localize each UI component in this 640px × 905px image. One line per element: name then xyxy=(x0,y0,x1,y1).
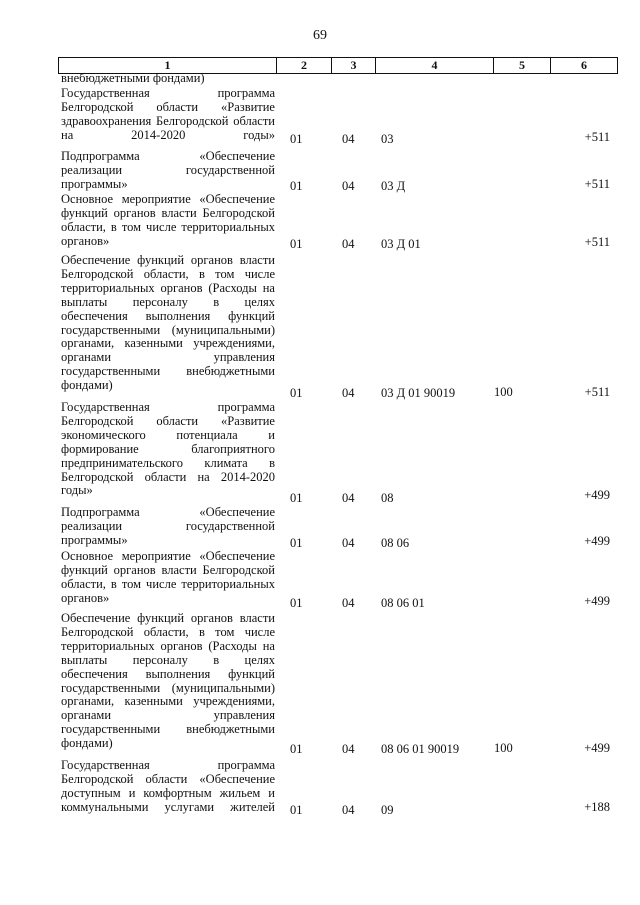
row-description: Основное мероприятие «Обеспечение функций органов власти Белгородской области, в том числе территориальных органов» xyxy=(61,549,275,605)
row-amount: +511 xyxy=(584,235,610,249)
row-amount: +511 xyxy=(584,130,610,144)
row-description: Обеспечение функций органов власти Белгородской области, в том числе территориальных органов (Расходы на выплаты персоналу в целях обеспечения выполнения функций государственными (муниципальными) органами, казенными учреждениями, органами управления государственными внебюджетными фондами) xyxy=(61,253,275,393)
row-description: Государственная программа Белгородской области «Обеспечение доступным и комфортным жильем и коммунальными услугами жителей xyxy=(61,758,275,814)
row-amount: +188 xyxy=(584,800,610,814)
row-section-code: 01 xyxy=(290,386,303,400)
row-description: Основное мероприятие «Обеспечение функций органов власти Белгородской области, в том числе территориальных органов» xyxy=(61,192,275,248)
row-expense-type: 100 xyxy=(494,385,513,399)
row-subsection-code: 04 xyxy=(342,179,355,193)
header-col-2: 2 xyxy=(277,58,332,73)
row-description: Подпрограмма «Обеспечение реализации государственной программы» xyxy=(61,505,275,547)
row-target-code: 09 xyxy=(381,803,394,817)
row-target-code: 08 06 01 xyxy=(381,596,425,610)
row-amount: +511 xyxy=(584,385,610,399)
header-col-6: 6 xyxy=(581,58,587,72)
row-description: внебюджетными фондами) xyxy=(61,71,205,85)
row-description: Обеспечение функций органов власти Белгородской области, в том числе территориальных органов (Расходы на выплаты персоналу в целях обеспечения выполнения функций государственными (муниципальными) органами, казенными учреждениями, органами управления государственными внебюджетными фондами) xyxy=(61,611,275,751)
row-section-code: 01 xyxy=(290,132,303,146)
row-target-code: 03 Д 01 xyxy=(381,237,421,251)
row-section-code: 01 xyxy=(290,596,303,610)
row-section-code: 01 xyxy=(290,179,303,193)
row-target-code: 03 xyxy=(381,132,394,146)
row-expense-type: 100 xyxy=(494,741,513,755)
row-amount: +499 xyxy=(584,488,610,502)
row-section-code: 01 xyxy=(290,803,303,817)
row-description: Государственная программа Белгородской области «Развитие экономического потенциала и формирование благоприятного предпринимательского климата в Белгородской области на 2014-2020 годы» xyxy=(61,400,275,498)
row-subsection-code: 04 xyxy=(342,237,355,251)
row-description: Государственная программа Белгородской области «Развитие здравоохранения Белгородской области на 2014-2020 годы» xyxy=(61,86,275,142)
row-amount: +511 xyxy=(584,177,610,191)
header-col-4: 4 xyxy=(376,58,494,73)
row-section-code: 01 xyxy=(290,742,303,756)
row-target-code: 03 Д xyxy=(381,179,406,193)
row-subsection-code: 04 xyxy=(342,742,355,756)
header-col-3: 3 xyxy=(332,58,376,73)
row-target-code: 08 06 xyxy=(381,536,410,550)
row-section-code: 01 xyxy=(290,491,303,505)
row-subsection-code: 04 xyxy=(342,132,355,146)
row-amount: +499 xyxy=(584,741,610,755)
row-subsection-code: 04 xyxy=(342,491,355,505)
row-subsection-code: 04 xyxy=(342,536,355,550)
row-amount: +499 xyxy=(584,594,610,608)
row-subsection-code: 04 xyxy=(342,596,355,610)
row-section-code: 01 xyxy=(290,536,303,550)
row-subsection-code: 04 xyxy=(342,386,355,400)
row-target-code: 08 xyxy=(381,491,394,505)
header-col-1: 1 xyxy=(59,58,277,73)
row-target-code: 08 06 01 90019 xyxy=(381,742,460,756)
row-description: Подпрограмма «Обеспечение реализации государственной программы» xyxy=(61,149,275,191)
header-col-5: 5 xyxy=(494,58,551,73)
page-number: 69 xyxy=(313,28,327,43)
row-subsection-code: 04 xyxy=(342,803,355,817)
row-amount: +499 xyxy=(584,534,610,548)
row-section-code: 01 xyxy=(290,237,303,251)
row-target-code: 03 Д 01 90019 xyxy=(381,386,456,400)
